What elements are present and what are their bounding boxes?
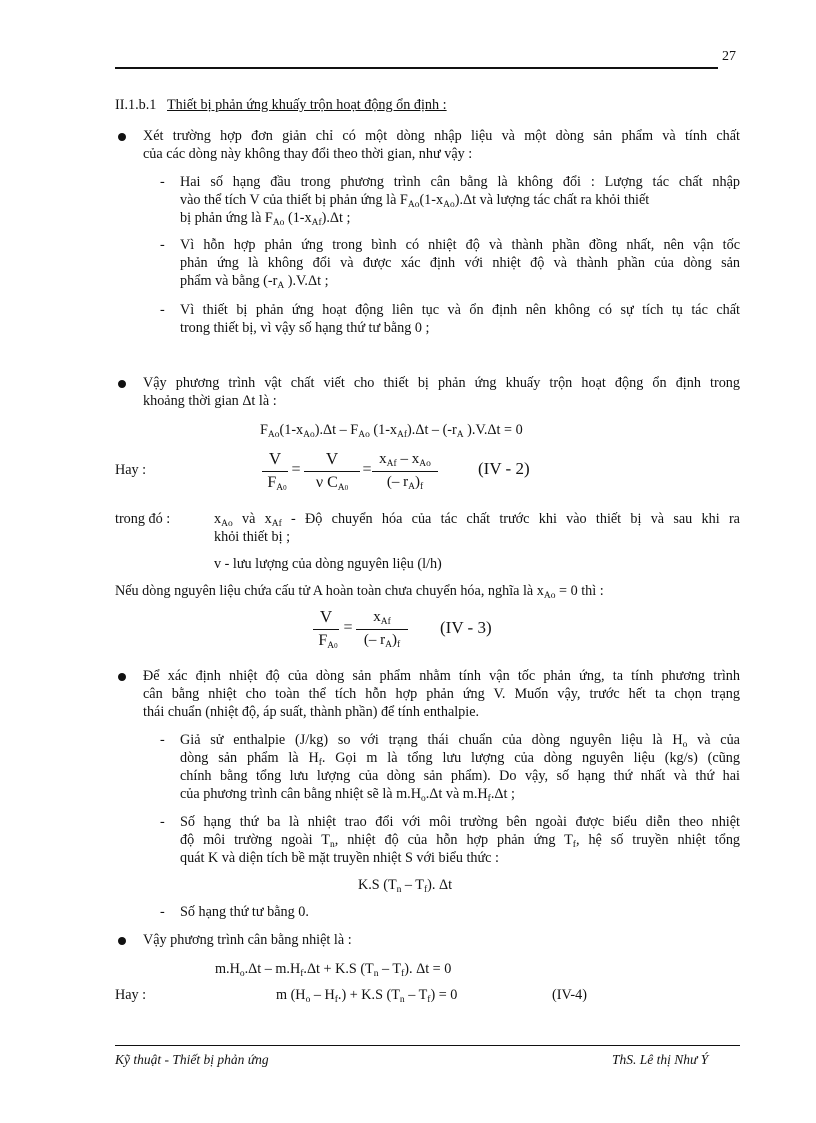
b3-line-2: cân bằng nhiệt cho toàn thể tích hỗn hợp phản ứng V. Muốn vậy, trước hết ta chọn trạng <box>143 686 740 702</box>
dash-marker: - <box>160 302 165 318</box>
b3-d2-line-3: quát K và diện tích bề mặt truyền nhiệt S với biểu thức : <box>180 850 499 866</box>
hay-label: Hay : <box>115 462 147 478</box>
where-line-3: v - lưu lượng của dòng nguyên liệu (l/h) <box>214 556 442 572</box>
b1-d1-line-1: Hai số hạng đầu trong phương trình cân bằng là không đổi : Lượng tác chất nhập <box>180 174 740 190</box>
b3-d2-line-1: Số hạng thứ ba là nhiệt trao đổi với môi trường bên ngoài được biểu diễn theo nhiệt <box>180 814 740 830</box>
page-number: 27 <box>722 49 736 64</box>
heat-balance-equation: $m.H_o.\Delta t - m.H_f.\Delta t + K.S$ $(T_n - T_f)$. Δt = 0 <box>215 961 452 979</box>
bullet-2 <box>118 380 126 388</box>
equation-label-iv-2: (IV - 2) <box>478 459 530 478</box>
b3-d1-line-1: Giả sử enthalpie (J/kg) so với trạng thái chuẩn của dòng nguyên liệu là $H_o$ và của <box>180 732 740 750</box>
footer-right: ThS. Lê thị Như Ý <box>612 1052 709 1067</box>
where-line-2: khỏi thiết bị ; <box>214 529 291 545</box>
b3-line-1: Để xác định nhiệt độ của dòng sản phẩm nhằm tính vận tốc phản ứng, ta tính phương trình <box>143 668 740 684</box>
dash-marker: - <box>160 237 165 253</box>
bullet-3 <box>118 673 126 681</box>
b1-d1-line-3: bị phản ứng là $F_{Ao}$ $(1-x_{Af}).\Delta t$ ; <box>180 210 351 228</box>
b4-line: Vậy phương trình cân bằng nhiệt là : <box>143 932 352 948</box>
b2-line-1: Vậy phương trình vật chất viết cho thiết bị phản ứng khuấy trộn hoạt động ổn định trong <box>143 375 740 391</box>
section-title: Thiết bị phản ứng khuấy trộn hoạt động ổn định : <box>167 97 447 113</box>
header-rule <box>115 67 718 69</box>
b2-line-2: khoảng thời gian Δt là : <box>143 393 277 409</box>
b1-line-1: Xét trường hợp đơn giản chỉ có một dòng nhập liệu và một dòng sản phẩm và tính chất <box>143 128 740 144</box>
footer-rule <box>115 1045 740 1046</box>
b1-d2-line-3: phẩm và bằng ($-r_A$ ).V.Δt ; <box>180 273 329 291</box>
b1-d3-line-1: Vì thiết bị phản ứng hoạt động liên tục và ổn định nên không có sự tích tụ tác chất <box>180 302 740 318</box>
condition-line: Nếu dòng nguyên liệu chứa cấu tử A hoàn toàn chưa chuyển hóa, nghĩa là $x_{Ao} = 0$ thì : <box>115 583 604 601</box>
dash-marker: - <box>160 174 165 190</box>
heat-exchange-expression: K.S $(T_n - T_f)$. Δt <box>358 877 453 895</box>
dash-marker: - <box>160 904 165 920</box>
where-label: trong đó : <box>115 511 171 527</box>
dash-marker: - <box>160 732 165 748</box>
hay-label-2: Hay : <box>115 987 147 1003</box>
equation-label-iv-4: (IV-4) <box>552 987 587 1003</box>
footer-left: Kỹ thuật - Thiết bị phản ứng <box>115 1052 269 1067</box>
dash-marker: - <box>160 814 165 830</box>
b3-d2-line-2: độ môi trường ngoài $T_n$, nhiệt độ của hỗn hợp phản ứng $T_f$, hệ số truyền nhiệt tổng <box>180 832 741 850</box>
bullet-4 <box>118 937 126 945</box>
bullet-1 <box>118 133 126 141</box>
section-heading <box>115 97 447 114</box>
material-balance-equation: $F_{Ao}(1-x_{Ao}).\Delta t - F_{Ao}$ $(1-x_{Af}).\Delta t - (-r_A$ ).V.Δt = 0 <box>260 422 523 440</box>
b1-d3-line-2: trong thiết bị, vì vậy số hạng thứ tư bằng 0 ; <box>180 320 430 336</box>
b3-line-3: thái chuẩn (nhiệt độ, áp suất, thành phần) để tính enthalpie. <box>143 704 480 720</box>
equation-label-iv-3: (IV - 3) <box>440 618 492 637</box>
b3-d1-line-4: của phương trình cân bằng nhiệt sẽ là $m.H_o.\Delta t$ và $m.H_f.\Delta t$ ; <box>180 786 515 804</box>
b3-d3-line: Số hạng thứ tư bằng 0. <box>180 904 309 920</box>
b3-d1-line-3: chính bằng tổng lưu lượng của dòng sản phẩm). Do vậy, số hạng thứ nhất và thứ hai <box>180 768 740 784</box>
b1-d2-line-2: phản ứng là không đổi và được xác định với nhiệt độ và thành phần của dòng sản <box>180 255 740 271</box>
where-line-1: $x_{Ao}$ và $x_{Af}$ - Độ chuyển hóa của tác chất trước khi vào thiết bị và sau khi ra <box>214 511 740 529</box>
b1-d1-line-2: vào thể tích V của thiết bị phản ứng là $F_{Ao}(1-x_{Ao}).\Delta t$ và lượng tác chất ra khỏi thiết <box>180 192 650 210</box>
b1-d2-line-1: Vì hỗn hợp phản ứng trong bình có nhiệt độ và thành phần đồng nhất, nên vận tốc <box>180 237 740 253</box>
section-id: II.1.b.1 <box>115 97 157 113</box>
b3-d1-line-2: dòng sản phẩm là $H_f$. Gọi m là tổng lưu lượng của dòng nguyên liệu (kg/s) (cũng <box>180 750 740 768</box>
equation-iv-4: m $(H_o - H_f.) + K.S$ $(T_n - T_f) = 0$ <box>276 987 458 1005</box>
b1-line-2: của các dòng này không thay đổi theo thời gian, như vậy : <box>143 146 473 162</box>
